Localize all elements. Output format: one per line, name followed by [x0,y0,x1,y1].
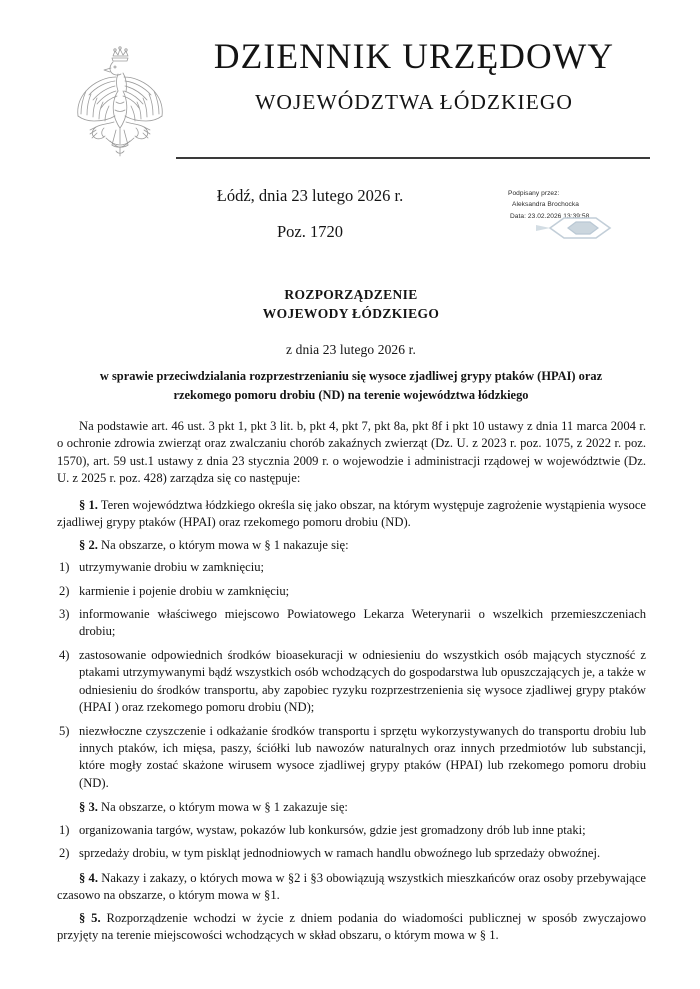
list-item-text: sprzedaży drobiu, w tym piskląt jednodniowych w ramach handlu obwoźnego lub sprzedaży obwoźnej. [79,846,601,861]
list-item-number: 5) [59,723,70,738]
section-3-text: Na obszarze, o którym mowa w § 1 zakazuje się: [97,800,348,815]
section-4-marker: § 4. [79,870,98,885]
section-1-text: Teren województwa łódzkiego określa się jako obszar, na którym występuje zagrożenie wystąpienia wysoce zjadliwej grypy ptaków (HPAI) oraz rzekomego pomoru drobiu (ND). [57,497,647,530]
section-2-marker: § 2. [79,537,98,552]
gazette-subtitle: WOJEWÓDZTWA ŁÓDZKIEGO [255,89,573,114]
list-item [57,606,646,641]
list-item [57,647,646,717]
signer-name: Aleksandra Brochocka [512,201,579,209]
masthead [0,38,700,170]
list-item [57,822,646,839]
act-body [57,418,646,949]
list-item [57,845,646,862]
section-4-paragraph [57,870,646,905]
list-item-number: 2) [59,846,70,861]
section-1-paragraph [57,497,646,532]
list-item-text: organizowania targów, wystaw, pokazów lub konkursów, gdzie jest gromadzony drób lub inne ptaki; [79,822,586,837]
list-item-text: zastosowanie odpowiednich środków bioasekuracji w odniesieniu do wszystkich osób mających styczność z ptakami utrzymywanymi bądź wszystkich osób wchodzących do gospodarstwa lub opuszczających je, a także w odniesieniu do środków transportu, aby zapobiec ryzyku rozprzestrzenienia się wysoce zjadliwej grypy ptaków (HPAI ) oraz rzekomego pomoru drobiu (ND); [79,647,646,715]
section-2-list [57,559,646,792]
signed-by-label: Podpisany przez: [508,190,560,197]
legal-basis-paragraph: Na podstawie art. 46 ust. 3 pkt 1, pkt 3 lit. b, pkt 4, pkt 7, pkt 8a, pkt 8f i pkt 10 ustawy z dnia 11 marca 2004 r. o ochronie zdrowia zwierząt oraz zwalczaniu chorób zakaźnych zwierząt (Dz. U. z 2023 r. poz. 1075, z 2022 r. poz. 1570), art. 59 ust.1 ustawy z dnia 23 stycznia 2009 r. o wojewodzie i administracji rządowej w województwie (Dz. U. z 2025 r. poz. 428) zarządza się co następuje: [57,419,646,486]
list-item-text: utrzymywanie drobiu w zamknięciu; [79,560,265,575]
list-item-text: niezwłoczne czyszczenie i odkażanie środków transportu i sprzętu wykorzystywanych do transportu drobiu lub innych ptaków, ich mięsa, paszy, ściółki lub nawozów naturalnych oraz innych przedmiotów lub substancji, które mogły zostać skażone wirusem wysoce zjadliwej grypy ptaków (HPAI) lub rzekomego pomoru drobiu (ND). [79,723,646,790]
section-5-text: Rozporządzenie wchodzi w życie z dniem podania do wiadomości publicznej w sposób zwyczajowo przyjęty na terenie miejscowości wchodzących w skład obszaru, o którym mowa w § 1. [57,910,647,942]
act-subject: w sprawie przeciwdzialania rozprzestrzenianiu się wysoce zjadliwej grypy ptaków (HPAI) oraz rzekomego pomoru drobiu (ND) na terenie województwa łódzkiego [99,369,603,402]
list-item-text: karmienie i pojenie drobiu w zamknięciu; [79,583,290,598]
section-3-marker: § 3. [79,800,98,815]
section-1-marker: § 1. [79,497,98,512]
masthead-titles [176,38,652,115]
list-item-text: informowanie właściwego miejscowo Powiatowego Lekarza Weterynarii o wszelkich przemieszczeniach drobiu; [79,606,646,639]
masthead-divider [176,157,650,159]
signature-date: Data: 23.02.2026 13:39:58 [510,212,590,220]
position-number: Poz. 1720 [277,222,343,241]
list-item-number: 4) [59,647,70,662]
section-3-paragraph [57,799,646,816]
section-2-paragraph [57,537,646,554]
list-item [57,723,646,793]
section-5-paragraph [57,910,646,945]
act-title-line-2: WOJEWODY ŁÓDZKIEGO [262,306,440,322]
section-4-text: Nakazy i zakazy, o których mowa w §2 i §3 obowiązują wszystkich mieszkańców oraz osoby przebywające czasowo na obszarze, o którym mowa w §1. [57,870,647,903]
place-and-date: Łódź, dnia 23 lutego 2026 r. [216,186,404,205]
signature-seal-icon [534,215,612,241]
act-title-line-1: ROZPORZĄDZENIE [284,287,418,302]
polish-eagle-emblem [66,44,174,166]
act-heading [57,285,645,358]
section-2-text: Na obszarze, o którym mowa w § 1 nakazuje się: [97,537,349,552]
list-item-number: 1) [59,560,70,575]
section-3-list [57,822,646,863]
list-item-number: 2) [59,583,70,598]
section-5-marker: § 5. [79,910,101,925]
list-item [57,559,646,576]
list-item-number: 3) [59,606,70,621]
act-date: z dnia 23 lutego 2026 r. [286,342,416,358]
electronic-signature-stamp [508,188,630,250]
list-item-number: 1) [59,822,70,837]
list-item [57,583,646,600]
gazette-title: DZIENNIK URZĘDOWY [213,36,615,76]
